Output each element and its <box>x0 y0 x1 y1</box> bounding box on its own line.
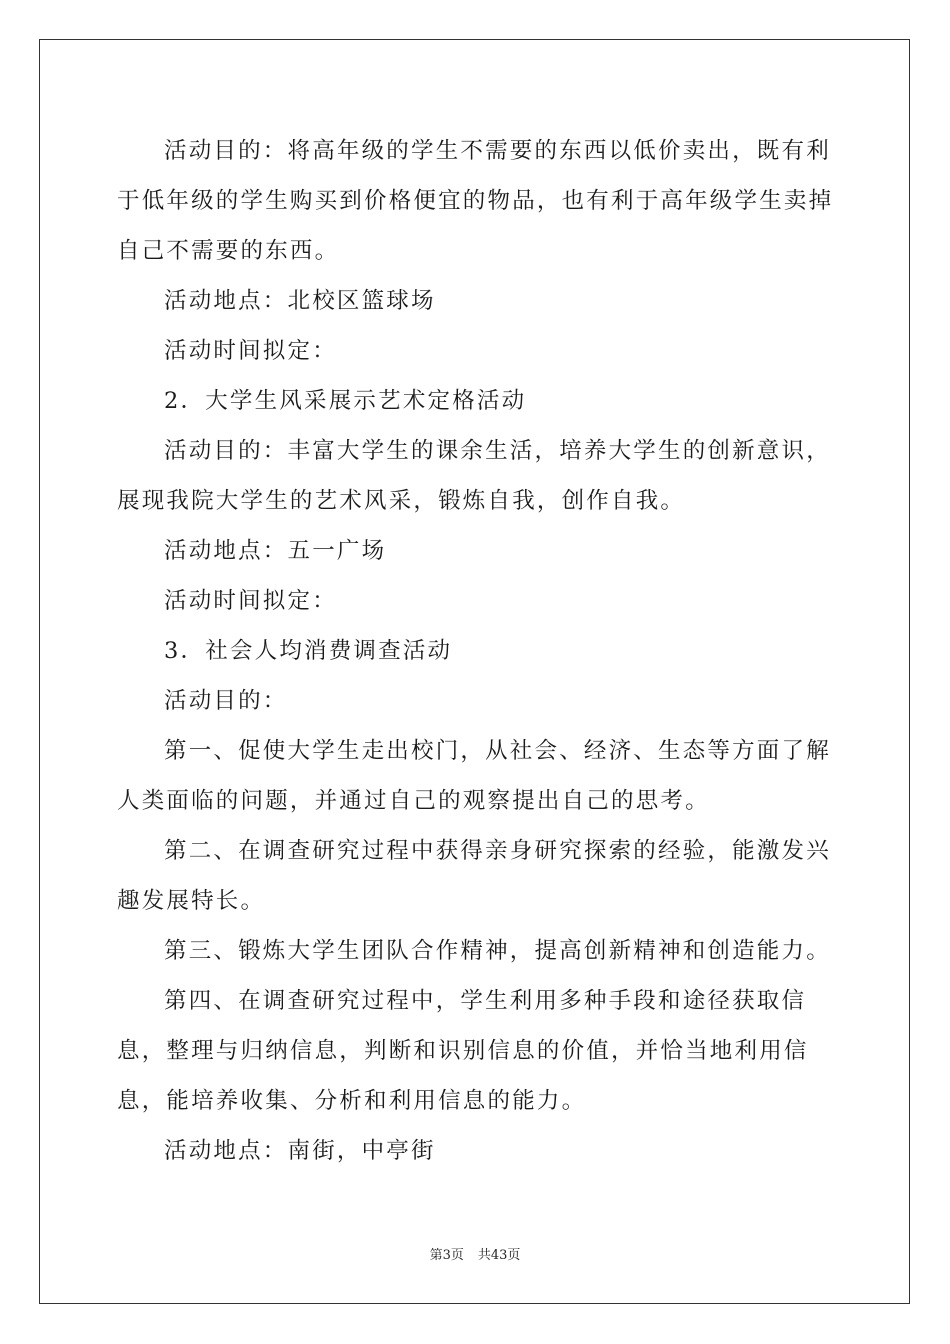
paragraph: 第四、在调查研究过程中，学生利用多种手段和途径获取信息，整理与归纳信息，判断和识别信息的价值，并恰当地利用信息，能培养收集、分析和利用信息的能力。 <box>117 988 809 1114</box>
page-number: 第3页 <box>429 1248 464 1263</box>
paragraph: 活动目的： <box>164 688 288 714</box>
section-heading: 3．社会人均消费调查活动 <box>164 638 453 664</box>
paragraph: 活动地点：北校区篮球场 <box>164 288 436 314</box>
paragraph: 第一、促使大学生走出校门，从社会、经济、生态等方面了解人类面临的问题，并通过自己的观察提出自己的思考。 <box>117 738 831 814</box>
section-heading: 2．大学生风采展示艺术定格活动 <box>164 388 527 414</box>
paragraph: 活动地点：五一广场 <box>164 538 387 564</box>
paragraph: 活动目的：将高年级的学生不需要的东西以低价卖出，既有利于低年级的学生购买到价格便宜的物品，也有利于高年级学生卖掉自己不需要的东西。 <box>117 138 834 264</box>
paragraph: 活动地点：南街，中亭街 <box>164 1138 436 1164</box>
page-footer <box>0 1244 950 1263</box>
paragraph: 活动时间拟定： <box>164 338 337 364</box>
paragraph: 第三、锻炼大学生团队合作精神，提高创新精神和创造能力。 <box>164 938 831 964</box>
document-body <box>117 126 837 1176</box>
paragraph: 活动目的：丰富大学生的课余生活，培养大学生的创新意识，展现我院大学生的艺术风采，锻炼自我，创作自我。 <box>117 438 831 514</box>
page-total: 共43页 <box>477 1248 521 1263</box>
paragraph: 活动时间拟定： <box>164 588 337 614</box>
paragraph: 第二、在调查研究过程中获得亲身研究探索的经验，能激发兴趣发展特长。 <box>117 838 831 914</box>
